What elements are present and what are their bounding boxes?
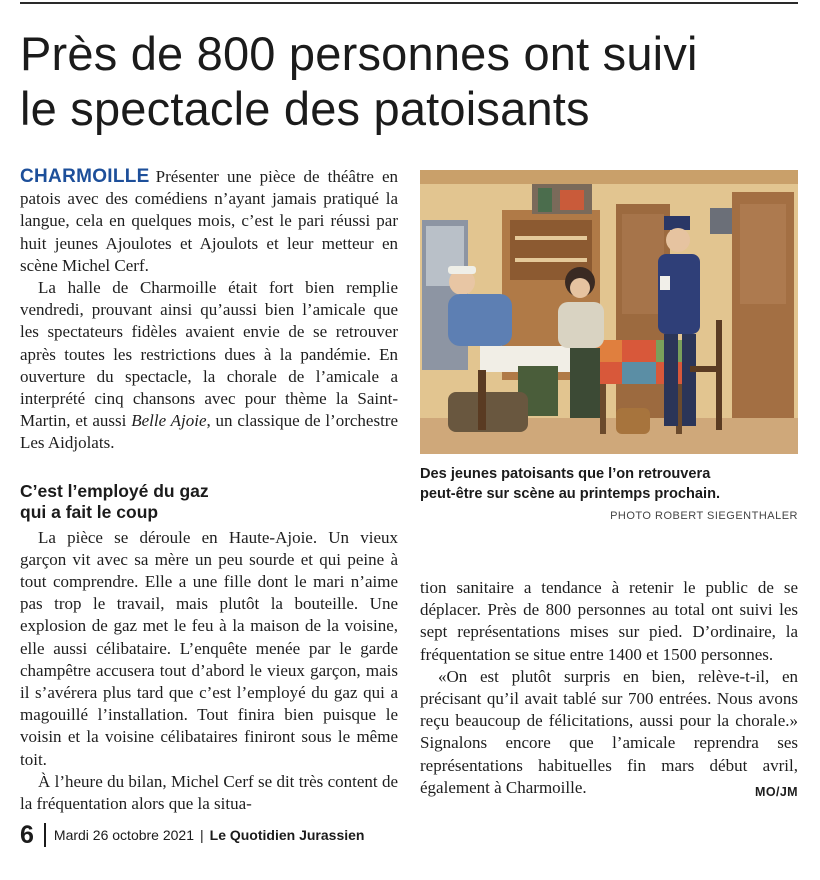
page-number: 6 — [20, 820, 34, 849]
footer-separator: | — [200, 827, 204, 843]
headline-line-1: Près de 800 personnes ont suivi — [20, 27, 698, 80]
article-column-right — [420, 577, 798, 803]
paragraph-4-start: À l’heure du bilan, Michel Cerf se dit très content de la fréquentation alors que la situa- — [20, 771, 398, 814]
top-rule — [20, 2, 798, 4]
photo-credit: PHOTO ROBERT SIEGENTHALER — [610, 510, 798, 522]
article-column-left — [20, 166, 398, 815]
stage-photo-illustration — [420, 170, 798, 454]
subheading — [20, 481, 398, 523]
paragraph-2-end: , un classique de l’orchestre Les Aidjolats. — [20, 411, 398, 453]
caption-line-1: Des jeunes patoisants que l’on retrouvera — [420, 466, 711, 482]
headline — [20, 26, 810, 136]
newspaper-name: Le Quotidien Jurassien — [209, 827, 365, 843]
footer-divider — [44, 823, 46, 847]
intro-paragraph — [20, 166, 398, 277]
paragraph-2 — [20, 277, 398, 455]
subheading-line-2: qui a fait le coup — [20, 501, 159, 522]
subheading-line-1: C’est l’employé du gaz — [20, 480, 209, 501]
author-signature: MO/JM — [755, 784, 798, 799]
photo-caption — [420, 464, 798, 504]
page-footer — [20, 820, 800, 850]
paragraph-2-text: La halle de Charmoille était fort bien remplie vendredi, prouvant ainsi qu’aussi bien l’amicale que les spectateurs fidèles avaient envie de se retrouver après toutes les restrictions dues à la pandémie. En ouverture du spectacle, la chorale de l’amicale a interprété cinq chansons avec pour thème la Saint-Martin, et aussi — [20, 278, 398, 431]
caption-line-2: peut-être sur scène au printemps prochain. — [420, 486, 721, 502]
paragraph-4-end: tion sanitaire a tendance à retenir le public de se déplacer. Près de 800 personnes au total ont suivi les sept représentations mises sur pied. D’ordinaire, la fréquentation se situe entre 1400 et 1500 personnes. — [420, 578, 798, 664]
headline-line-2: le spectacle des patoisants — [20, 82, 590, 135]
intro-text: Présenter une pièce de théâtre en patois avec des comédiens n’ayant jamais pratiqué la langue, cela en quelques mois, c’est le pari réussi par huit jeunes Ajoulotes et Ajoulots et leur metteur en scène Michel Cerf. — [20, 167, 398, 275]
article-photo — [420, 170, 798, 454]
song-title: Belle Ajoie — [131, 411, 207, 431]
paragraph-5 — [420, 666, 798, 799]
kicker-location: CHARMOILLE — [20, 166, 150, 187]
paragraph-3: La pièce se déroule en Haute-Ajoie. Un vieux garçon vit avec sa mère un peu sourde et qui peine à tout comprendre. Elle a une fille dont le mari n’aime pas trop le travail, mais plutôt la bouteille. Une explosion de gaz met le feu à la maison de la voisine, elle aussi célibataire. L’enquête menée par le garde champêtre accusera tout d’abord le vieux garçon, mais il s’avérera plus tard que c’est l’employé du gaz qui a magouillé l’installation. Tout finira bien puisque le voisin et la voisine célibataires finiront sous le même toit. — [20, 527, 398, 769]
publication-date: Mardi 26 octobre 2021 — [53, 827, 194, 843]
paragraph-5-text: «On est plutôt surpris en bien, relève-t-il, en précisant qu’il avait tablé sur 700 entrées. Nous avons reçu beaucoup de félicitations, aussi pour la chorale.» Signalons encore que l’amicale reprendra ses représentations habituelles fin mars début avril, également à Charmoille. — [420, 666, 798, 797]
